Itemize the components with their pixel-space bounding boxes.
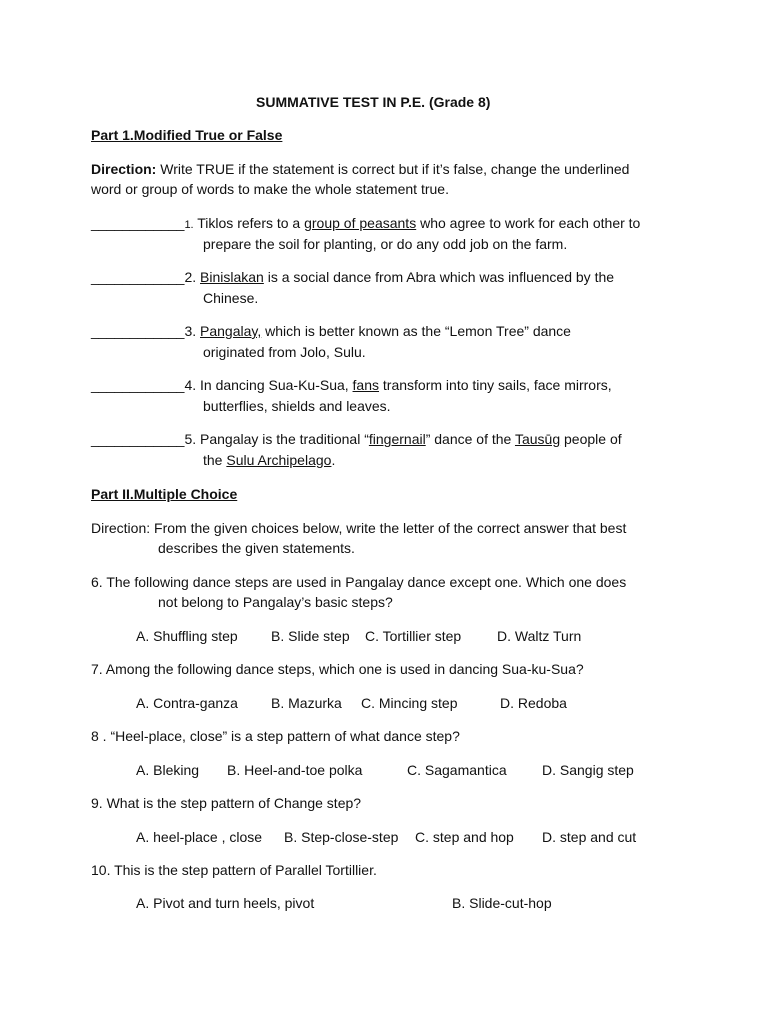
part2-direction: Direction: From the given choices below, write the letter of the correct answer that best <box>91 520 627 536</box>
underlined-term: Binislakan <box>200 269 264 285</box>
question-6: 6. The following dance steps are used in Pangalay dance except one. Which one does <box>91 574 627 590</box>
underlined-term: Sulu Archipelago <box>226 452 332 468</box>
option-a: A. Pivot and turn heels, pivot <box>136 895 315 911</box>
item-text: 5. Pangalay is the traditional “ <box>184 431 369 447</box>
question-10: 10. This is the step pattern of Parallel Tortillier. <box>91 862 377 878</box>
answer-blank: ____________ <box>91 431 185 447</box>
item-text: Tiklos refers to a <box>193 215 305 231</box>
tf-item-3-line2: originated from Jolo, Sulu. <box>203 344 366 360</box>
answer-blank: ____________ <box>91 323 185 339</box>
tf-item-1-line2: prepare the soil for planting, or do any odd job on the farm. <box>203 236 568 252</box>
direction-text: Write TRUE if the statement is correct but if it’s false, change the underlined <box>160 161 630 177</box>
option-c: C. Tortillier step <box>365 628 462 644</box>
item-text: ” dance of the <box>425 431 515 447</box>
question-9: 9. What is the step pattern of Change step? <box>91 795 362 811</box>
tf-item-2 <box>91 267 614 287</box>
item-number: 2. <box>184 269 201 285</box>
tf-item-4-line2: butterflies, shields and leaves. <box>203 398 391 414</box>
underlined-term: Tausūg <box>514 431 561 447</box>
tf-item-2-line2: Chinese. <box>203 290 259 306</box>
item-number: 3. <box>184 323 201 339</box>
item-text: who agree to work for each other to <box>416 215 641 231</box>
direction-label: Direction: <box>91 161 157 177</box>
item-text: . <box>331 452 336 468</box>
option-a: A. Shuffling step <box>136 628 238 644</box>
item-number: 1. <box>184 219 194 231</box>
underlined-term: fans <box>352 377 380 393</box>
underlined-term: group of peasants <box>304 215 417 231</box>
option-b: B. Heel-and-toe polka <box>227 762 363 778</box>
option-c: C. step and hop <box>415 829 514 845</box>
item-text: 4. In dancing Sua-Ku-Sua, <box>184 377 353 393</box>
option-a: A. Bleking <box>136 762 200 778</box>
page-title: SUMMATIVE TEST IN P.E. (Grade 8) <box>256 94 491 110</box>
tf-item-4 <box>91 375 612 395</box>
option-d: D. Redoba <box>500 695 567 711</box>
option-b: B. Step-close-step <box>284 829 399 845</box>
part2-heading: Part II.Multiple Choice <box>91 486 238 502</box>
answer-blank: ____________ <box>91 377 185 393</box>
question-8: 8 . “Heel-place, close” is a step pattern of what dance step? <box>91 728 460 744</box>
item-text: people of <box>560 431 622 447</box>
item-text: transform into tiny sails, face mirrors, <box>379 377 612 393</box>
tf-item-3 <box>91 321 571 341</box>
option-d: D. Waltz Turn <box>497 628 582 644</box>
option-c: C. Mincing step <box>361 695 458 711</box>
underlined-term: Pangalay, <box>200 323 262 339</box>
tf-item-1 <box>91 213 640 235</box>
tf-item-5-line2 <box>203 450 335 470</box>
question-6-line2: not belong to Pangalay’s basic steps? <box>158 594 393 610</box>
part1-direction-line2: word or group of words to make the whole statement true. <box>91 181 449 197</box>
option-b: B. Mazurka <box>271 695 342 711</box>
option-d: D. step and cut <box>542 829 637 845</box>
tf-item-5 <box>91 429 622 449</box>
underlined-term: fingernail <box>368 431 426 447</box>
answer-blank: ____________ <box>91 215 185 231</box>
answer-blank: ____________ <box>91 269 185 285</box>
part1-direction <box>91 159 629 179</box>
option-a: A. Contra-ganza <box>136 695 238 711</box>
item-text: which is better known as the “Lemon Tree” dance <box>261 323 571 339</box>
item-text: is a social dance from Abra which was influenced by the <box>263 269 615 285</box>
option-d: D. Sangig step <box>542 762 634 778</box>
option-b: B. Slide step <box>271 628 350 644</box>
part1-heading: Part 1.Modified True or False <box>91 127 283 143</box>
item-text: the <box>203 452 227 468</box>
question-7: 7. Among the following dance steps, which one is used in dancing Sua-ku-Sua? <box>91 661 584 677</box>
part2-direction-line2: describes the given statements. <box>158 540 355 556</box>
option-c: C. Sagamantica <box>407 762 507 778</box>
option-a: A. heel-place , close <box>136 829 263 845</box>
option-b: B. Slide-cut-hop <box>452 895 552 911</box>
